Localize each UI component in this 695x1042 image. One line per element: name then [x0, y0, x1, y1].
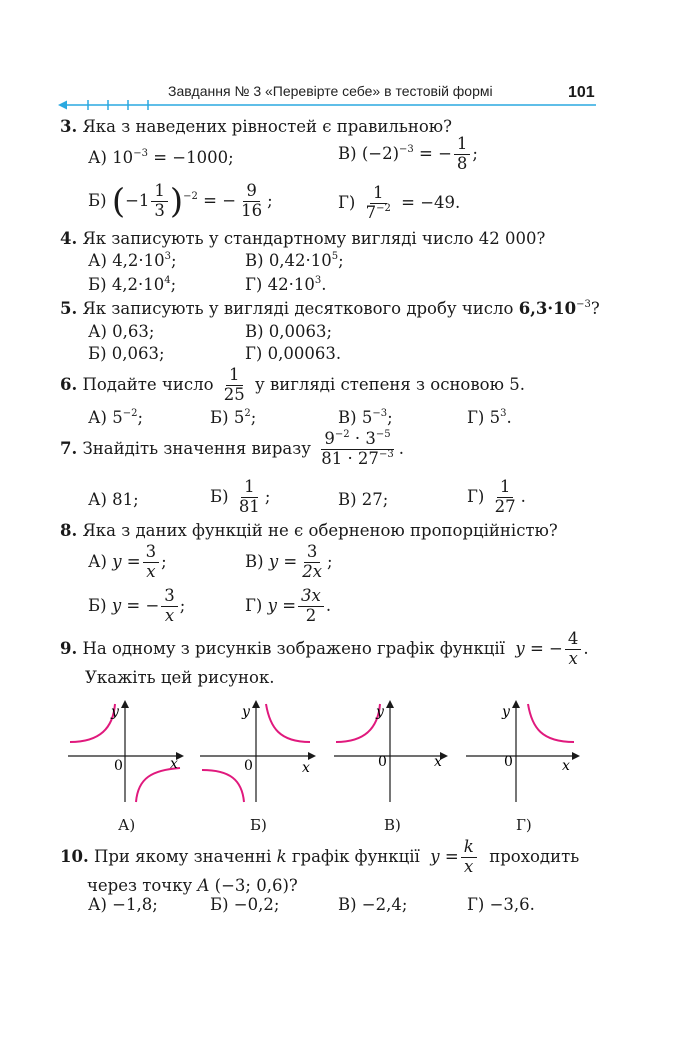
q4-option-g: Г) $42\cdot 10^3$.: [245, 275, 327, 294]
graph-b-curve-left: [202, 770, 244, 802]
graph-g-y-label: y: [502, 704, 510, 720]
q8-option-a: А) y = $\frac{3}{x}$ ;: [88, 542, 167, 581]
graph-a-y-label: y: [111, 704, 119, 720]
header-rule: [58, 98, 598, 112]
q10-option-v: В) −2,4;: [338, 895, 408, 914]
q3-option-a: А) $10^{-3} = -1000$;: [88, 148, 234, 167]
q6-option-v: В) $5^{-3}$;: [338, 408, 393, 427]
q7-option-b: Б) $\frac{1}{81}$ ;: [210, 477, 271, 516]
graph-a-caption: А): [118, 816, 136, 834]
graph-v-origin: 0: [378, 754, 387, 770]
page-number: 101: [568, 84, 595, 101]
graph-b-curve-right: [266, 704, 310, 742]
q5-option-a: А) 0,63;: [88, 322, 155, 341]
graph-v-curve: [336, 704, 380, 742]
q3-option-v: В) $(-2)^{-3}$ = − $\frac{1}{8}$ ;: [338, 134, 478, 173]
graph-g-curve: [528, 704, 574, 742]
graph-a-origin: 0: [114, 758, 123, 774]
graph-v-y-label: y: [376, 704, 384, 720]
q6-option-b: Б) $5^2$;: [210, 408, 257, 427]
graph-g-x-label: x: [562, 758, 570, 774]
graph-a-x-label: x: [170, 756, 178, 772]
q7-option-g: Г) $\frac{1}{27}$ .: [467, 477, 526, 516]
q10-option-g: Г) −3,6.: [467, 895, 535, 914]
graph-b-caption: Б): [250, 816, 267, 834]
q6-question: 6. Подайте число $\frac{1}{25}$ у вигляді степеня з основою 5.: [60, 365, 525, 404]
graph-v-caption: В): [384, 816, 401, 834]
q10-line2: через точку A (−3; 0,6)?: [87, 876, 298, 895]
q3-question: 3. Яка з наведених рівностей є правильною?: [60, 117, 453, 136]
q5-question: 5. Як записують у вигляді десяткового дробу число $6,3\cdot 10^{-3}$?: [60, 299, 600, 318]
q9-line2: Укажіть цей рисунок.: [85, 668, 275, 687]
graph-v: [334, 702, 446, 802]
q5-option-b: Б) 0,063;: [88, 344, 165, 363]
q4-option-a: А) $4,2\cdot 10^3$;: [88, 251, 177, 270]
q9-graphs: [60, 698, 600, 810]
q8-question: 8. Яка з даних функцій не є оберненою пропорційністю?: [60, 521, 558, 540]
q10-question: 10. При якому значенні k графік функції y = $\frac{k}{x}$ проходить: [60, 837, 580, 876]
graph-a-curve-left: [70, 704, 115, 742]
graph-b: [200, 702, 314, 802]
q8-option-v: В) y = $\frac{3}{2x}$ ;: [245, 542, 333, 581]
q7-option-a: А) 81;: [88, 490, 139, 509]
q10-option-b: Б) −0,2;: [210, 895, 280, 914]
q10-option-a: А) −1,8;: [88, 895, 158, 914]
graph-b-y-label: y: [242, 704, 250, 720]
q7-question: 7. Знайдіть значення виразу $\frac{9^{-2} \cdot 3^{-5}}{81 \cdot 27^{-3}}$ .: [60, 429, 404, 468]
q5-option-g: Г) 0,00063.: [245, 344, 342, 363]
q5-option-v: В) 0,0063;: [245, 322, 333, 341]
graph-g-caption: Г): [516, 816, 532, 834]
q8-option-b: Б) y = − $\frac{3}{x}$ ;: [88, 586, 186, 625]
graph-g: [466, 702, 578, 802]
q7-option-v: В) 27;: [338, 490, 389, 509]
arrow-left-icon: [58, 101, 67, 110]
q4-question: 4. Як записують у стандартному вигляді число 42 000?: [60, 229, 546, 248]
graph-b-origin: 0: [244, 758, 253, 774]
graph-v-x-label: x: [434, 754, 442, 770]
q8-option-g: Г) y = $\frac{3x}{2}$ .: [245, 586, 332, 625]
graph-b-x-label: x: [302, 760, 310, 776]
q6-option-a: А) $5^{-2}$;: [88, 408, 143, 427]
graph-g-origin: 0: [504, 754, 513, 770]
q4-option-b: Б) $4,2\cdot 10^4$;: [88, 275, 177, 294]
q6-option-g: Г) $5^3$.: [467, 408, 512, 427]
q3-option-g: Г) $\frac{1}{7^{-2}}$ = −49.: [338, 183, 461, 222]
graph-a-curve-right: [136, 768, 180, 802]
running-header: Завдання № 3 «Перевірте себе» в тестовій формі: [168, 83, 493, 99]
q9-question: 9. На одному з рисунків зображено графік функції y = − $\frac{4}{x}$ .: [60, 629, 589, 668]
graph-a: [68, 702, 182, 802]
q3-option-b: Б) (−1 $\frac{1}{3}$ )$^{-2}$ = − $\frac{9}{16}$ ;: [88, 181, 273, 222]
q4-option-v: В) $0,42\cdot 10^5$;: [245, 251, 344, 270]
